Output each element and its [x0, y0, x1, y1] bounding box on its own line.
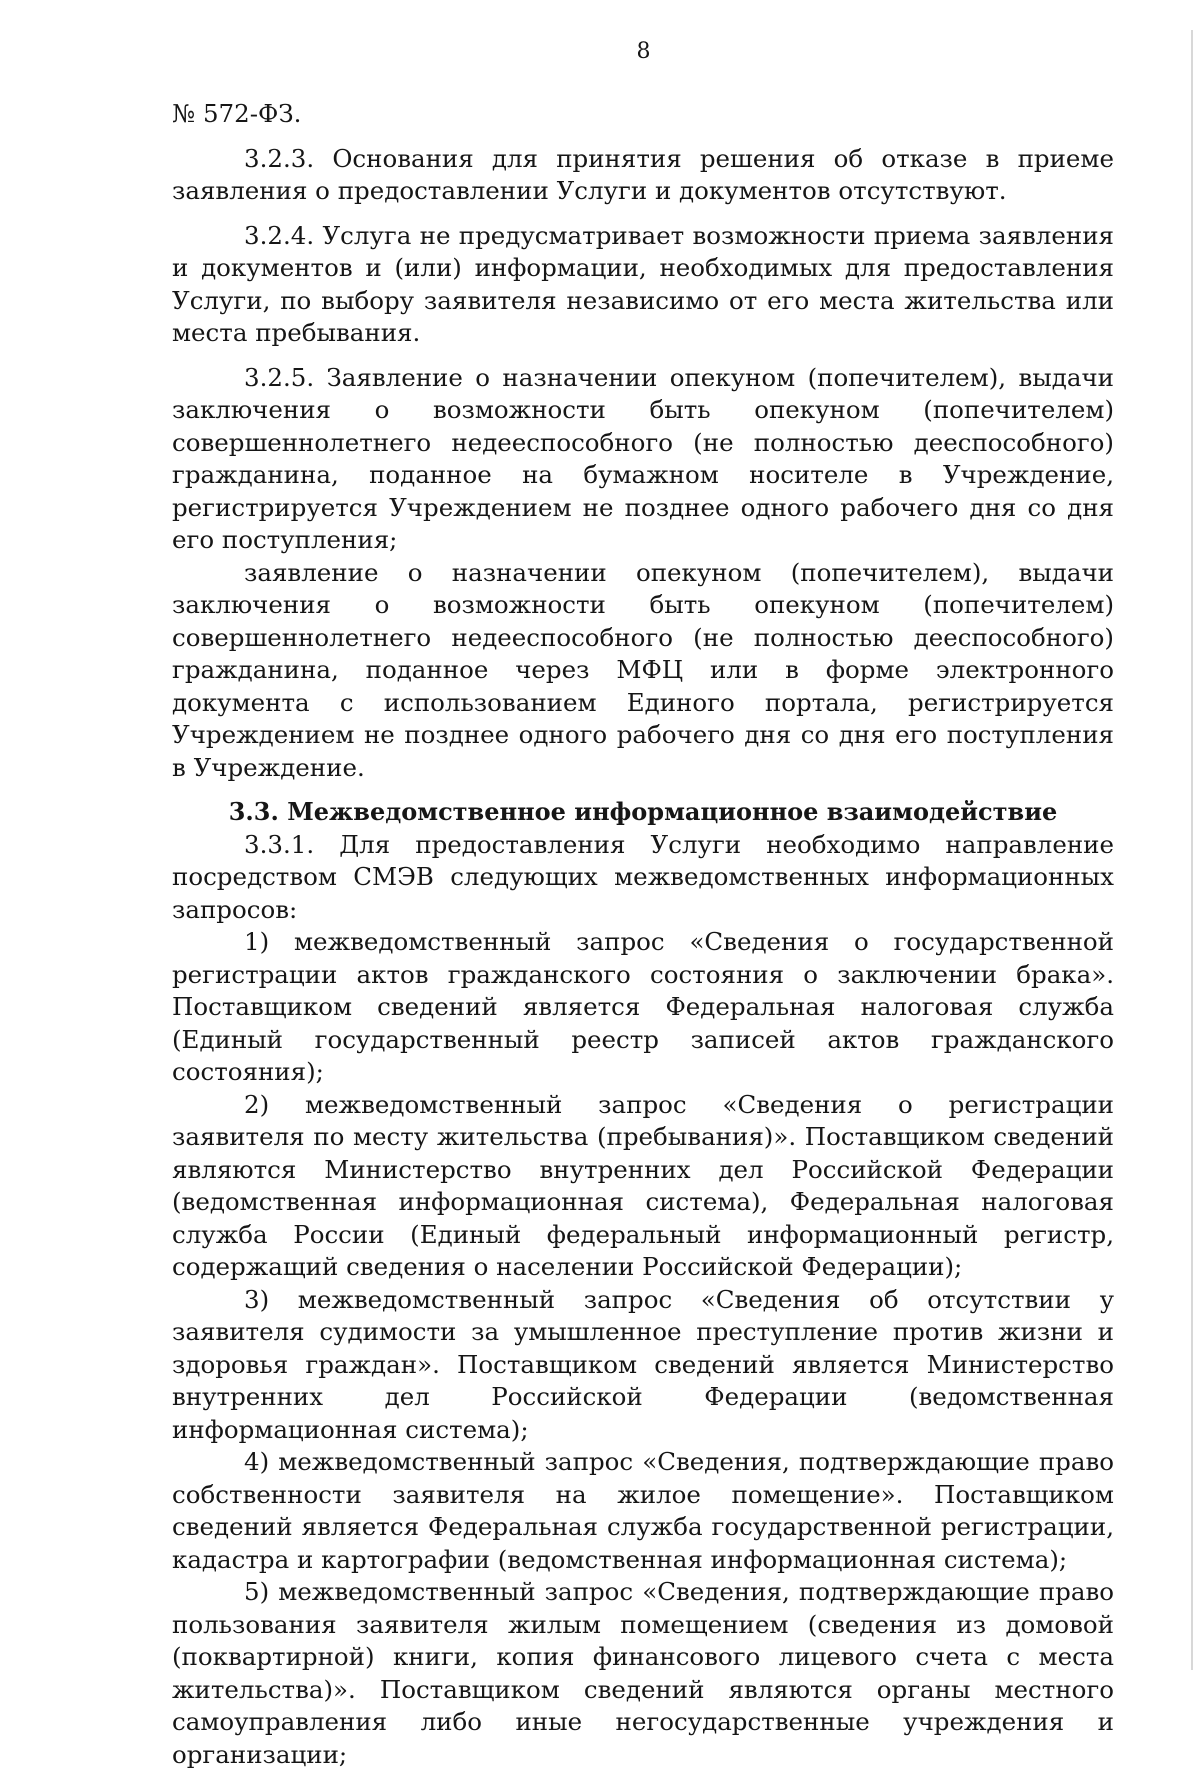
list-item-1: 1) межведомственный запрос «Сведения о государственной регистрации актов гражданского состояния о заключении брака». Поставщиком сведений является Федеральная налоговая служба (Единый государственный реестр записей актов гражданского состояния); — [172, 927, 1114, 1086]
list-item-3: 3) межведомственный запрос «Сведения об отсутствии у заявителя судимости за умышленное преступление против жизни и здоровья граждан». Поставщиком сведений является Министерство внутренних дел Российской Федерации (ведомственная информационная система); — [172, 1284, 1114, 1444]
continuation-line: № 572-ФЗ. — [172, 99, 302, 128]
list-item-4: 4) межведомственный запрос «Сведения, подтверждающие право собственности заявителя на жилое помещение». Поставщиком сведений является Федеральная служба государственной регистрации, кадастра и картографии (ведомственная информационная система); — [172, 1447, 1114, 1574]
paragraph-3-2-5: 3.2.5. Заявление о назначении опекуном (попечителем), выдачи заключения о возможности быть опекуном (попечителем) совершеннолетнего недееспособного (не полностью дееспособного) гражданина, поданное на бумажном носителе в Учреждение, регистрируется Учреждением не позднее одного рабочего дня со дня его поступления; — [172, 362, 1114, 554]
list-item-5: 5) межведомственный запрос «Сведения, подтверждающие право пользования заявителя жилым помещением (сведения из домовой (поквартирной) книги, копия финансового лицевого счета с места жительства)». Поставщиком сведений являются органы местного самоуправления либо иные негосударственные учреждения и организации; — [172, 1577, 1114, 1769]
paragraph-3-3-1: 3.3.1. Для предоставления Услуги необходимо направление посредством СМЭВ следующих межведомственных информационных запросов: — [172, 829, 1114, 924]
document-body — [172, 98, 1114, 1771]
list-item-2: 2) межведомственный запрос «Сведения о регистрации заявителя по месту жительства (пребывания)». Поставщиком сведений являются Министерство внутренних дел Российской Федерации (ведомственная информационная система), Федеральная налоговая служба России (Единый федеральный информационный регистр, содержащий сведения о населении Российской Федерации); — [172, 1089, 1114, 1281]
paragraph-3-2-5-continuation: заявление о назначении опекуном (попечителем), выдачи заключения о возможности быть опекуном (попечителем) совершеннолетнего недееспособного (не полностью дееспособного) гражданина, поданное через МФЦ или в форме электронного документа с использованием Единого портала, регистрируется Учреждением не позднее одного рабочего дня со дня его поступления в Учреждение. — [172, 557, 1114, 782]
paragraph-3-2-4: 3.2.4. Услуга не предусматривает возможности приема заявления и документов и (или) информации, необходимых для предоставления Услуги, по выбору заявителя независимо от его места жительства или места пребывания. — [172, 220, 1114, 347]
page-edge-divider — [1191, 30, 1193, 1670]
page-number: 8 — [636, 39, 651, 64]
section-heading-3-3: 3.3. Межведомственное информационное взаимодействие — [228, 797, 1058, 826]
paragraph-3-2-3: 3.2.3. Основания для принятия решения об отказе в приеме заявления о предоставлении Услуги и документов отсутствуют. — [172, 143, 1114, 205]
